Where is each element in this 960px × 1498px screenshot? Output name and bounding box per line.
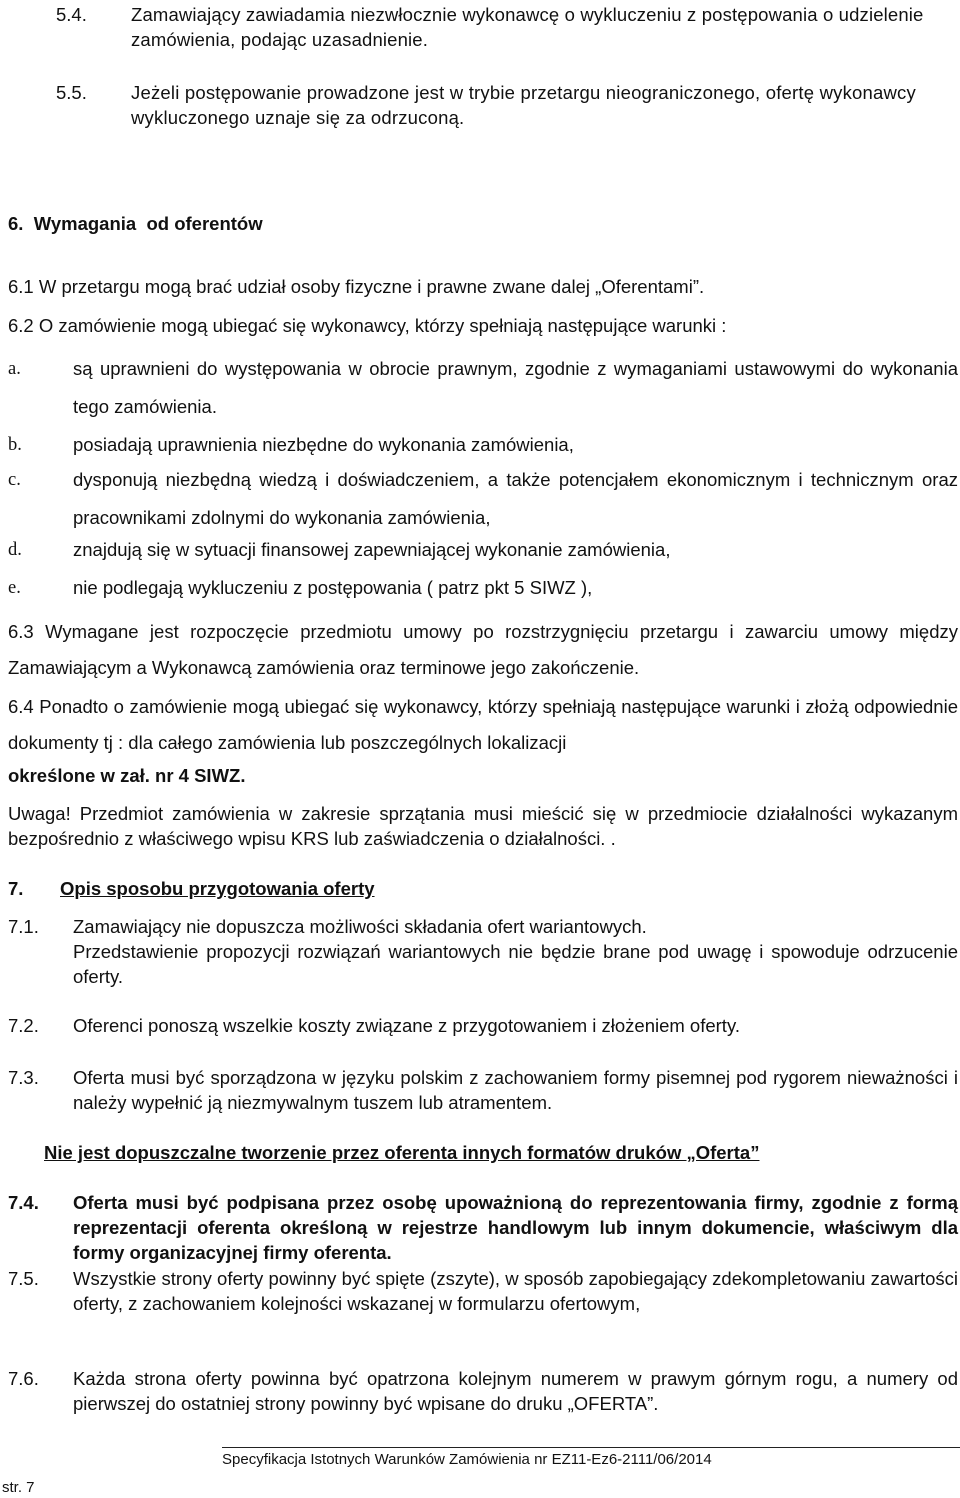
section-7-title: Opis sposobu przygotowania oferty — [60, 878, 375, 899]
item-number: 7.3. — [8, 1067, 39, 1088]
item-text: Zamawiający zawiadamia niezwłocznie wykonawcę o wykluczeniu z postępowania o udzielenie zamówienia, podając uzasadnienie. — [131, 4, 924, 50]
list-text: dysponują niezbędną wiedzą i doświadczeniem, a także potencjałem ekonomicznym i technicznym oraz pracownikami zdolnymi do wykonania zamówienia, — [73, 469, 958, 528]
page-number: str. 7 — [2, 1479, 35, 1496]
item-text: Oferenci ponoszą wszelkie koszty związane z przygotowaniem i złożeniem oferty. — [73, 1015, 740, 1036]
item-7-6 — [8, 1366, 958, 1416]
section-6-heading: 6. Wymagania od oferentów — [8, 213, 263, 234]
item-5-5 — [56, 80, 960, 130]
item-7-4 — [8, 1190, 958, 1265]
item-text: Oferta musi być sporządzona w języku polskim z zachowaniem formy pisemnej pod rygorem nieważności i należy wypełnić ją niezmywalnym tuszem lub atramentem. — [73, 1067, 958, 1113]
item-number: 7.5. — [8, 1268, 39, 1289]
list-letter: d. — [8, 540, 22, 560]
paragraph-6-4 — [8, 689, 958, 761]
item-text: Wszystkie strony oferty powinny być spięte (zszyte), w sposób zapobiegający zdekompletowaniu zawartości oferty, z zachowaniem kolejności wskazanej w formularzu ofertowym, — [73, 1268, 958, 1314]
list-letter: e. — [8, 578, 21, 598]
paragraph-6-4-text: 6.4 Ponadto o zamówienie mogą ubiegać się wykonawcy, którzy spełniają następujące warunki i złożą odpowiednie dokumenty tj : dla całego zamówienia lub poszczególnych lokalizacji — [8, 696, 958, 753]
item-number: 7.2. — [8, 1015, 39, 1036]
item-number: 5.4. — [56, 4, 87, 25]
item-text — [73, 914, 958, 989]
list-text: są uprawnieni do występowania w obrocie prawnym, zgodnie z wymaganiami ustawowymi do wykonania tego zamówienia. — [73, 358, 958, 417]
item-7-3 — [8, 1065, 958, 1115]
format-notice: Nie jest dopuszczalne tworzenie przez oferenta innych formatów druków „Oferta” — [44, 1142, 760, 1163]
item-text-line: Przedstawienie propozycji rozwiązań wariantowych nie będzie brane pod uwagę i spowoduje odrzucenie oferty. — [73, 941, 958, 987]
list-item-e — [8, 575, 958, 601]
item-number: 7.4. — [8, 1192, 39, 1213]
footer-spec: Specyfikacja Istotnych Warunków Zamówienia nr EZ11-Ez6-2111/06/2014 — [222, 1451, 712, 1468]
paragraph-6-1: 6.1 W przetargu mogą brać udział osoby fizyczne i prawne zwane dalej „Oferentami”. — [8, 276, 705, 297]
list-item-d — [8, 537, 958, 563]
paragraph-6-2: 6.2 O zamówienie mogą ubiegać się wykonawcy, którzy spełniają następujące warunki : — [8, 315, 727, 336]
list-item-b — [8, 426, 958, 464]
item-text-line: Zamawiający nie dopuszcza możliwości składania ofert wariantowych. — [73, 916, 647, 937]
item-text: Oferta musi być podpisana przez osobę upoważnioną do reprezentowania firmy, zgodnie z formą reprezentacji oferenta określoną w rejestrze handlowym lub innym dokumencie, właściwym dla formy organizacyjnej firmy oferenta. — [73, 1192, 958, 1263]
list-letter: c. — [8, 470, 21, 490]
list-text: posiadają uprawnienia niezbędne do wykonania zamówienia, — [73, 434, 574, 455]
section-7-number: 7. — [8, 878, 24, 899]
list-letter: a. — [8, 359, 21, 379]
item-number: 5.5. — [56, 82, 87, 103]
item-number: 7.6. — [8, 1368, 39, 1389]
item-number: 7.1. — [8, 916, 39, 937]
item-text: Każda strona oferty powinna być opatrzona kolejnym numerem w prawym górnym rogu, a numery od pierwszej do ostatniej strony powinny być wpisane do druku „OFERTA”. — [73, 1368, 958, 1414]
uwaga-note: Uwaga! Przedmiot zamówienia w zakresie sprzątania musi mieścić się w przedmiocie działalności wykazanym bezpośrednio z właściwego wpisu KRS lub zaświadczenia o działalności. . — [8, 803, 958, 849]
footer-divider — [222, 1447, 960, 1448]
list-text: znajdują się w sytuacji finansowej zapewniającej wykonanie zamówienia, — [73, 539, 671, 560]
item-7-5 — [8, 1266, 958, 1316]
list-text: nie podlegają wykluczeniu z postępowania ( patrz pkt 5 SIWZ ), — [73, 577, 593, 598]
item-5-4 — [56, 2, 960, 52]
list-item-a — [8, 350, 958, 426]
item-7-1 — [8, 914, 958, 989]
item-7-2 — [8, 1013, 958, 1038]
list-item-c — [8, 461, 958, 537]
list-letter: b. — [8, 435, 22, 455]
item-text: Jeżeli postępowanie prowadzone jest w trybie przetargu nieograniczonego, ofertę wykonawcy wykluczonego uznaje się za odrzuconą. — [131, 82, 916, 128]
paragraph-6-3: 6.3 Wymagane jest rozpoczęcie przedmiotu umowy po rozstrzygnięciu przetargu i zawarciu umowy między Zamawiającym a Wykonawcą zamówienia oraz terminowe jego zakończenie. — [8, 621, 958, 678]
paragraph-6-4-bold: określone w zał. nr 4 SIWZ. — [8, 765, 246, 786]
